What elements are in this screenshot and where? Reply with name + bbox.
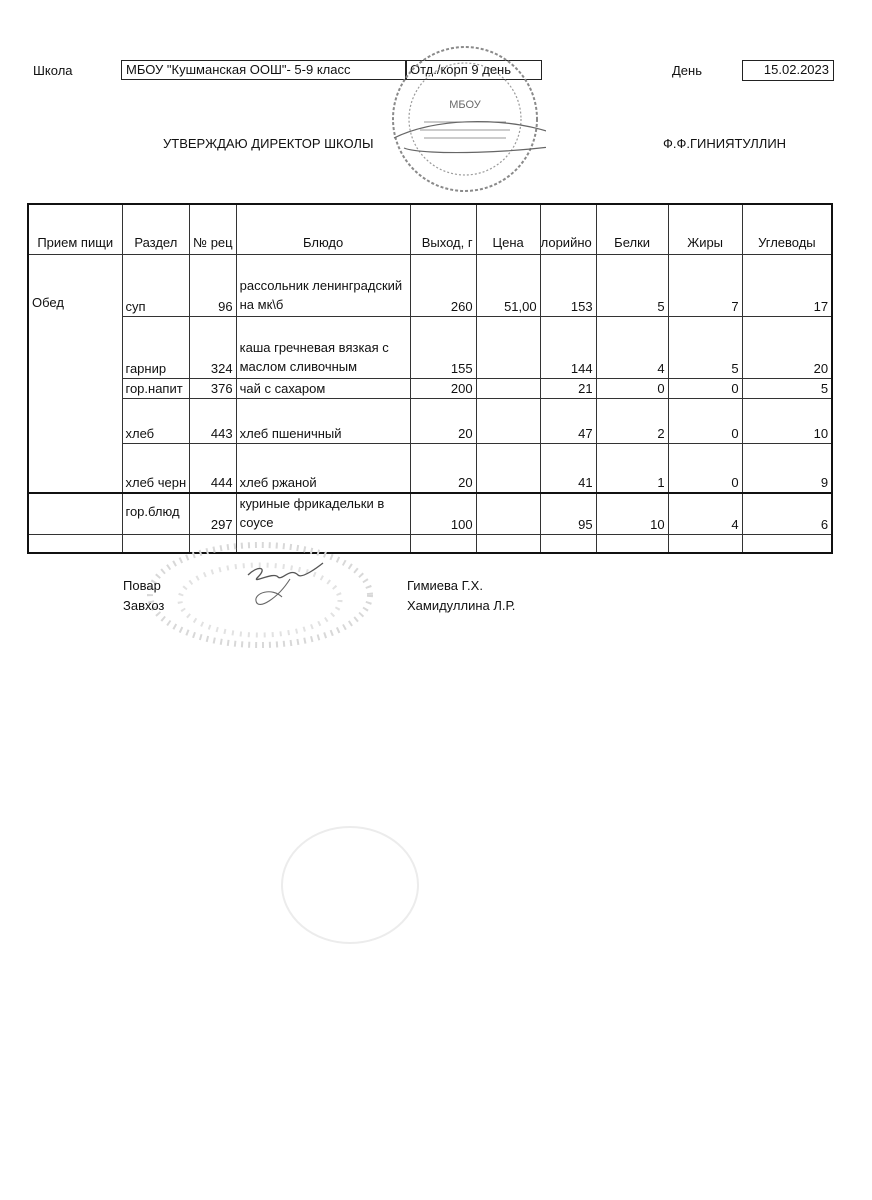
- recipe-cell: 443: [190, 398, 236, 443]
- fat-cell: 0: [668, 378, 742, 398]
- yield-cell: 20: [410, 398, 476, 443]
- kcal-cell: 144: [540, 316, 596, 378]
- protein-cell: 1: [596, 443, 668, 493]
- approve-text: УТВЕРЖДАЮ ДИРЕКТОР ШКОЛЫ: [163, 136, 374, 151]
- kcal-cell: 47: [540, 398, 596, 443]
- table-row: [28, 493, 832, 535]
- recipe-cell: 444: [190, 443, 236, 493]
- yield-cell: 20: [410, 443, 476, 493]
- fat-cell: 5: [668, 316, 742, 378]
- dish-cell: хлеб пшеничный: [236, 398, 410, 443]
- protein-cell: 2: [596, 398, 668, 443]
- kcal-cell: 41: [540, 443, 596, 493]
- manager-name: Хамидуллина Л.Р.: [407, 598, 516, 613]
- cook-name: Гимиева Г.Х.: [407, 578, 483, 593]
- col-header: Блюдо: [236, 204, 410, 254]
- protein-cell: 10: [596, 493, 668, 535]
- section-cell: гор.напит: [122, 378, 190, 398]
- kcal-cell: 21: [540, 378, 596, 398]
- col-header: № рец: [190, 204, 236, 254]
- round-seal-stamp: [384, 38, 546, 200]
- kcal-cell: 95: [540, 493, 596, 535]
- school-name-field: МБОУ "Кушманская ООШ"- 5-9 класс: [121, 60, 407, 80]
- protein-cell: 0: [596, 378, 668, 398]
- price-cell: [476, 493, 540, 535]
- day-label: День: [672, 63, 702, 78]
- manager-label: Завхоз: [123, 598, 165, 613]
- carbs-cell: 5: [742, 378, 832, 398]
- faint-scan-circle: [275, 820, 425, 950]
- table-header-row: [28, 204, 832, 254]
- kcal-cell: 153: [540, 254, 596, 316]
- table-row: [28, 316, 832, 378]
- dish-cell: куриные фрикадельки в соусе: [236, 493, 410, 535]
- meal-cell-empty: [28, 493, 122, 535]
- col-header: Раздел: [122, 204, 190, 254]
- price-cell: [476, 443, 540, 493]
- carbs-cell: 9: [742, 443, 832, 493]
- director-name: Ф.Ф.ГИНИЯТУЛЛИН: [663, 136, 787, 151]
- cook-signature: [228, 553, 328, 633]
- department-field: Отд./корп 9 день: [405, 60, 542, 80]
- table-row: [28, 443, 832, 493]
- price-cell: 51,00: [476, 254, 540, 316]
- col-header: Углеводы: [742, 204, 832, 254]
- carbs-cell: 17: [742, 254, 832, 316]
- recipe-cell: 96: [190, 254, 236, 316]
- price-cell: [476, 398, 540, 443]
- carbs-cell: 10: [742, 398, 832, 443]
- col-header: Белки: [596, 204, 668, 254]
- date-field: 15.02.2023: [742, 60, 834, 81]
- dish-cell: чай с сахаром: [236, 378, 410, 398]
- meal-cell: Обед: [28, 254, 122, 493]
- section-cell: гарнир: [122, 316, 190, 378]
- table-row: [28, 398, 832, 443]
- fat-cell: 4: [668, 493, 742, 535]
- seal-text: МБОУ: [449, 99, 481, 111]
- col-header: Жиры: [668, 204, 742, 254]
- menu-table: [27, 203, 833, 554]
- col-header: лорийно: [540, 204, 596, 254]
- school-label: Школа: [33, 63, 73, 78]
- carbs-cell: 20: [742, 316, 832, 378]
- protein-cell: 5: [596, 254, 668, 316]
- fat-cell: 0: [668, 398, 742, 443]
- section-cell: хлеб: [122, 398, 190, 443]
- yield-cell: 200: [410, 378, 476, 398]
- col-header: Цена: [476, 204, 540, 254]
- col-header: Прием пищи: [28, 204, 122, 254]
- cook-label: Повар: [123, 578, 161, 593]
- recipe-cell: 324: [190, 316, 236, 378]
- price-cell: [476, 316, 540, 378]
- table-row: [28, 254, 832, 316]
- section-cell: хлеб черн: [122, 443, 190, 493]
- yield-cell: 260: [410, 254, 476, 316]
- protein-cell: 4: [596, 316, 668, 378]
- dish-cell: каша гречневая вязкая с маслом сливочным: [236, 316, 410, 378]
- recipe-cell: 297: [190, 493, 236, 535]
- carbs-cell: 6: [742, 493, 832, 535]
- yield-cell: 155: [410, 316, 476, 378]
- price-cell: [476, 378, 540, 398]
- recipe-cell: 376: [190, 378, 236, 398]
- table-row: [28, 378, 832, 398]
- fat-cell: 0: [668, 443, 742, 493]
- col-header: Выход, г: [410, 204, 476, 254]
- dish-cell: рассольник ленинградский на мк\б: [236, 254, 410, 316]
- section-cell: гор.блюд: [122, 493, 190, 535]
- section-cell: суп: [122, 254, 190, 316]
- fat-cell: 7: [668, 254, 742, 316]
- yield-cell: 100: [410, 493, 476, 535]
- dish-cell: хлеб ржаной: [236, 443, 410, 493]
